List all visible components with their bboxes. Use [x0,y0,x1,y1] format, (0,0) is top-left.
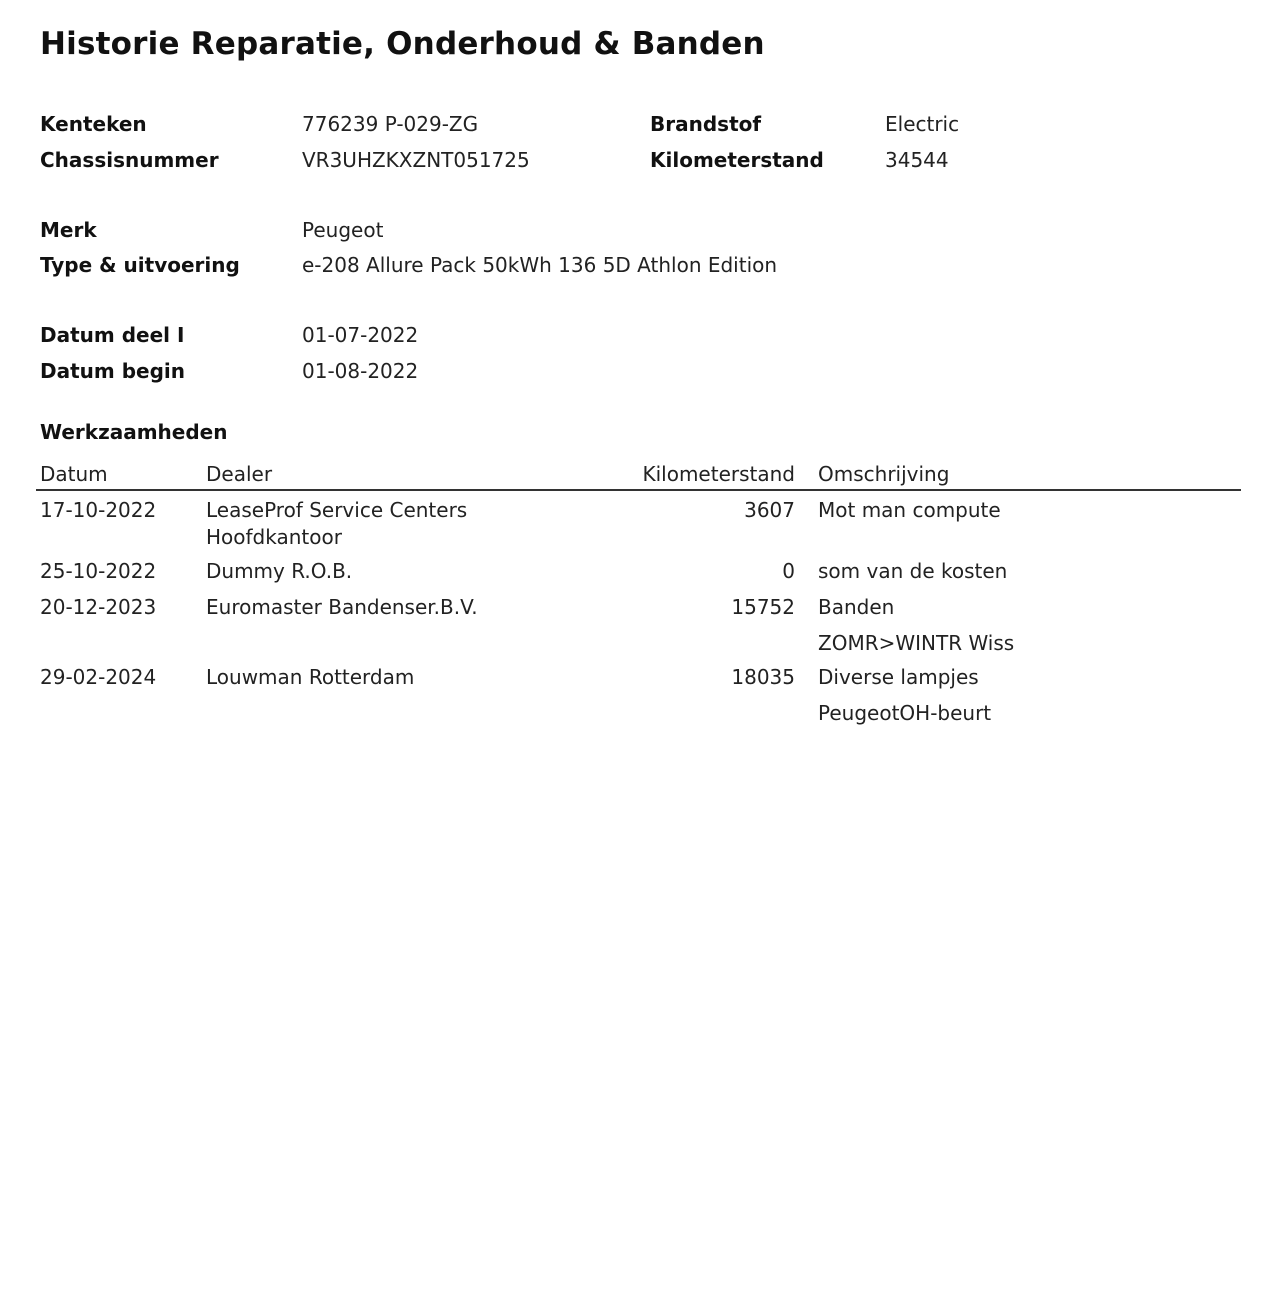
row-2-kilometerstand: 0 [782,559,795,583]
row-4-kilometerstand: 18035 [731,665,795,689]
chassis-label: Chassisnummer [40,148,219,172]
row-4-dealer: Louwman Rotterdam [206,665,415,689]
brandstof-value: Electric [885,112,960,136]
row-3-omschrijving-line-2: ZOMR>WINTR Wiss [818,631,1015,655]
row-1-dealer-line-2: Hoofdkantoor [206,525,342,549]
row-3-dealer: Euromaster Bandenser.B.V. [206,595,478,619]
row-1-kilometerstand: 3607 [744,498,795,522]
column-header-datum: Datum [40,462,108,486]
header-divider [36,489,1241,491]
row-4-omschrijving-line-2: PeugeotOH-beurt [818,701,992,725]
row-3-datum: 20-12-2023 [40,595,157,619]
row-4-omschrijving: Diverse lampjes [818,665,979,689]
datum-deel-label: Datum deel I [40,323,185,347]
column-header-kilometerstand: Kilometerstand [642,462,795,486]
merk-value: Peugeot [302,218,384,242]
werkzaamheden-title: Werkzaamheden [40,420,228,444]
row-3-omschrijving: Banden [818,595,895,619]
chassis-value: VR3UHZKXZNT051725 [302,148,530,172]
datum-begin-value: 01-08-2022 [302,359,419,383]
kilometerstand-value: 34544 [885,148,949,172]
row-2-datum: 25-10-2022 [40,559,157,583]
kenteken-value: 776239 P-029-ZG [302,112,479,136]
page-title: Historie Reparatie, Onderhoud & Banden [40,26,765,62]
column-header-omschrijving: Omschrijving [818,462,950,486]
column-header-dealer: Dealer [206,462,273,486]
row-1-dealer: LeaseProf Service Centers [206,498,468,522]
row-2-omschrijving: som van de kosten [818,559,1008,583]
kilometerstand-label: Kilometerstand [650,148,824,172]
row-1-omschrijving: Mot man compute [818,498,1001,522]
merk-label: Merk [40,218,97,242]
row-3-kilometerstand: 15752 [731,595,795,619]
brandstof-label: Brandstof [650,112,762,136]
datum-begin-label: Datum begin [40,359,185,383]
kenteken-label: Kenteken [40,112,147,136]
row-4-datum: 29-02-2024 [40,665,157,689]
row-1-datum: 17-10-2022 [40,498,157,522]
row-2-dealer: Dummy R.O.B. [206,559,353,583]
type-value: e-208 Allure Pack 50kWh 136 5D Athlon Edition [302,253,778,277]
datum-deel-value: 01-07-2022 [302,323,419,347]
type-label: Type & uitvoering [40,253,240,277]
